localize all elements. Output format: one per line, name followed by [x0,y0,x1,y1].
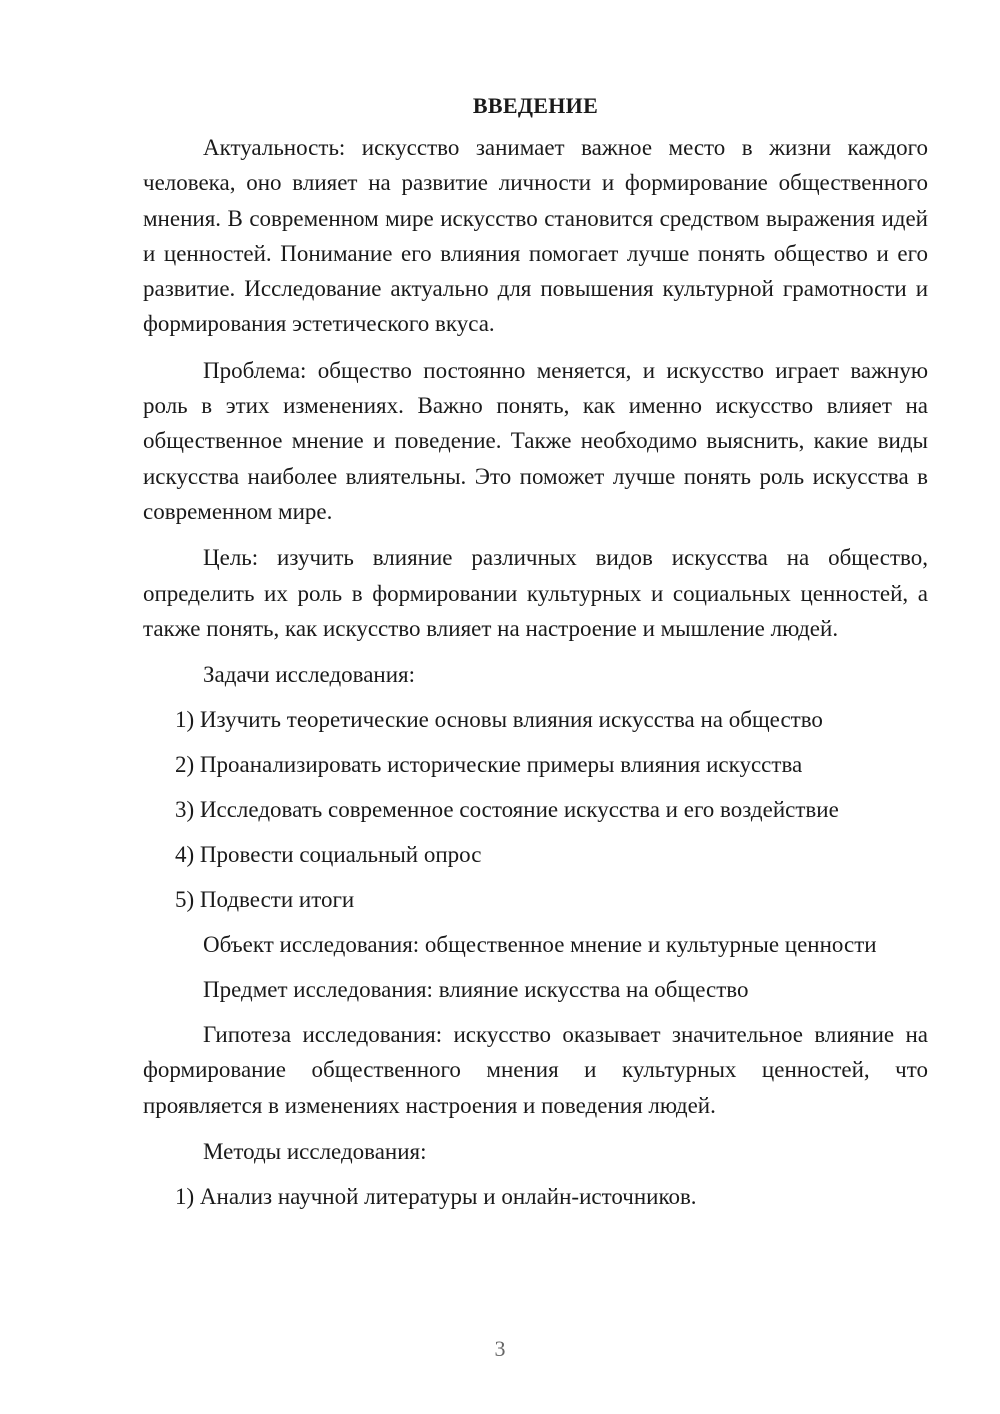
research-object: Объект исследования: общественное мнение и культурные ценности [203,932,877,958]
task-item-1: 1) Изучить теоретические основы влияния искусства на общество [175,707,823,733]
relevance-paragraph: Актуальность: искусство занимает важное место в жизни каждого человека, оно влияет на развитие личности и формирование общественного мнения. В современном мире искусство становится средством выражения идей и ценностей. Понимание его влияния помогает лучше понять общество и его развитие. Исследование актуально для повышения культурной грамотности и формирования эстетического вкуса. [143,135,928,337]
methods-heading: Методы исследования: [203,1139,427,1165]
tasks-heading: Задачи исследования: [203,662,416,688]
task-item-5: 5) Подвести итоги [175,887,355,913]
method-item-1: 1) Анализ научной литературы и онлайн-источников. [175,1184,697,1210]
page-number: 3 [494,1336,506,1361]
section-title: ВВЕДЕНИЕ [472,93,599,118]
document-page [143,92,928,1224]
task-item-4: 4) Провести социальный опрос [175,842,482,868]
research-subject: Предмет исследования: влияние искусства на общество [203,977,749,1003]
task-item-2: 2) Проанализировать исторические примеры влияния искусства [175,752,803,778]
task-item-3: 3) Исследовать современное состояние искусства и его воздействие [175,797,839,823]
hypothesis-paragraph: Гипотеза исследования: искусство оказывает значительное влияние на формирование общественного мнения и культурных ценностей, что проявляется в изменениях настроения и поведения людей. [143,1022,928,1118]
goal-paragraph: Цель: изучить влияние различных видов искусства на общество, определить их роль в формировании культурных и социальных ценностей, а также понять, как искусство влияет на настроение и мышление людей. [143,545,928,641]
problem-paragraph: Проблема: общество постоянно меняется, и искусство играет важную роль в этих изменениях. Важно понять, как именно искусство влияет на общественное мнение и поведение. Также необходимо выяснить, какие виды искусства наиболее влиятельны. Это поможет лучше понять роль искусства в современном мире. [143,357,928,524]
